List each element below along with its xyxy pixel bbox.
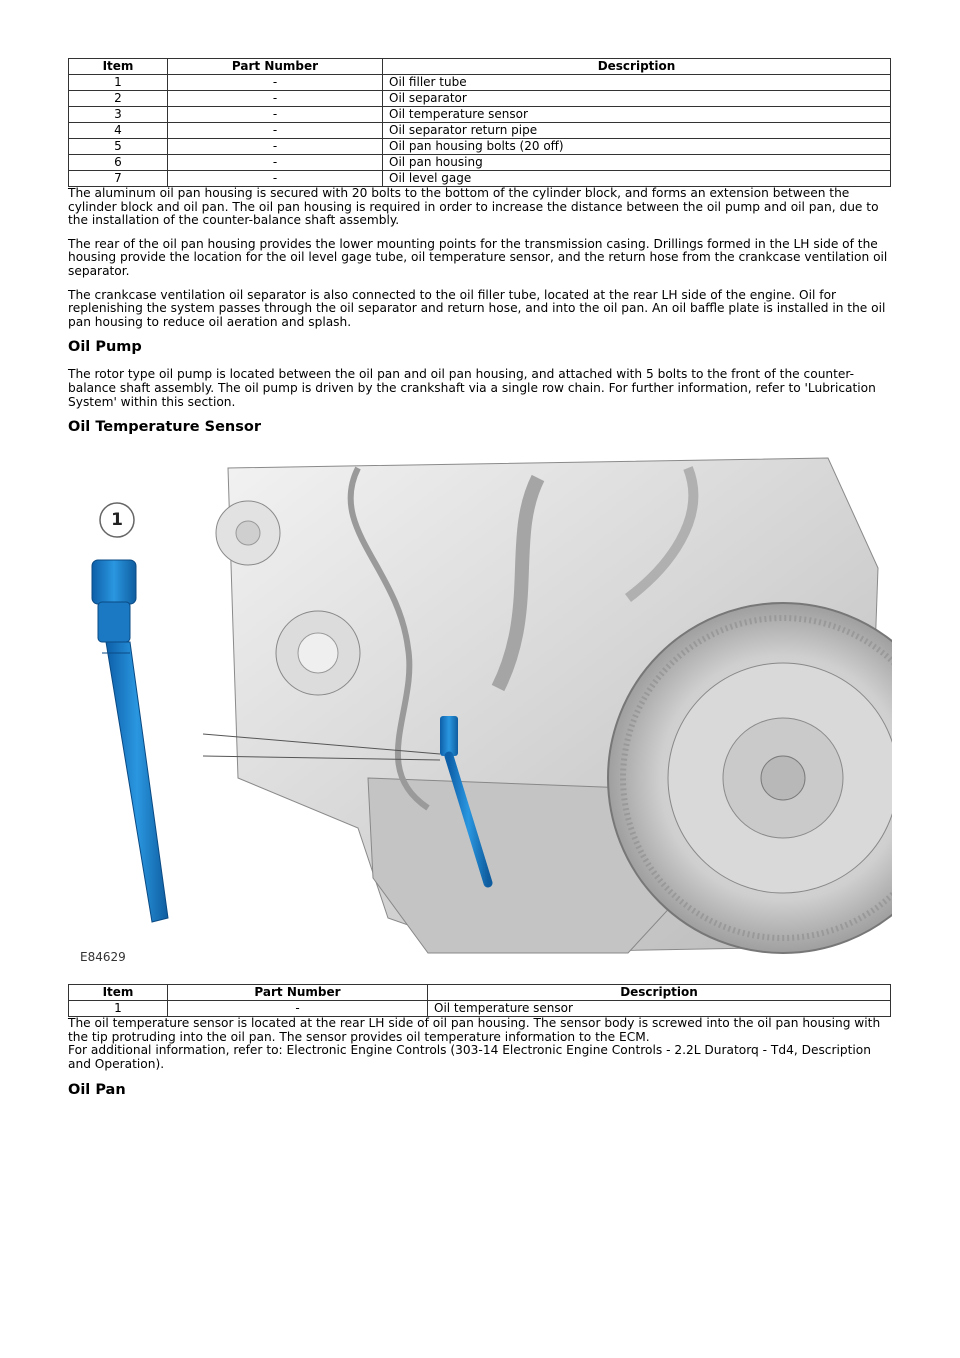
cell-part-number: - bbox=[168, 107, 383, 123]
cell-part-number: - bbox=[168, 123, 383, 139]
page bbox=[68, 58, 892, 1111]
header-item: Item bbox=[69, 985, 168, 1001]
table-header-row bbox=[69, 985, 891, 1001]
table-row bbox=[69, 139, 891, 155]
heading-oil-pan: Oil Pan bbox=[68, 1081, 126, 1098]
paragraph-oil-pan-housing: The aluminum oil pan housing is secured with 20 bolts to the bottom of the cylinder block, and forms an extension between the cylinder block and oil pan. The oil pan housing is required in order to increase the distance between the oil pump and oil pan, due to the installation of the counter-balance shaft assembly. bbox=[68, 186, 879, 228]
engine-illustration-svg bbox=[68, 448, 892, 970]
cell-description: Oil temperature sensor bbox=[383, 107, 891, 123]
header-part-number: Part Number bbox=[168, 985, 428, 1001]
table-row bbox=[69, 1001, 891, 1017]
cell-part-number: - bbox=[168, 91, 383, 107]
cell-description: Oil separator return pipe bbox=[383, 123, 891, 139]
figure-id: E84629 bbox=[80, 950, 126, 965]
oil-filter-cap bbox=[298, 633, 338, 673]
paragraph-oil-temperature-sensor: The oil temperature sensor is located at the rear LH side of oil pan housing. The sensor body is screwed into the oil pan housing with the tip protruding into the oil pan. The sensor provides oil temperature information to the ECM. bbox=[68, 1016, 881, 1044]
table-row bbox=[69, 91, 891, 107]
paragraph-housing-rear: The rear of the oil pan housing provides the lower mounting points for the transmission casing. Drillings formed in the LH side of the housing provide the location for the oil level gage tube, oil temperature sensor, and the return hose from the crankcase ventilation oil separator. bbox=[68, 236, 888, 278]
cell-part-number: - bbox=[168, 1001, 428, 1017]
cell-item: 1 bbox=[69, 75, 168, 91]
cell-description: Oil separator bbox=[383, 91, 891, 107]
parts-table-1 bbox=[68, 58, 891, 187]
paragraph-crankcase-ventilation: The crankcase ventilation oil separator is also connected to the oil filler tube, located at the rear LH side of the engine. Oil for replenishing the system passes through the oil separator and return hose, and into the oil pan. An oil baffle plate is installed in the oil pan housing to reduce oil aeration and splash. bbox=[68, 287, 886, 329]
cell-item: 2 bbox=[69, 91, 168, 107]
engine-illustration bbox=[68, 448, 892, 970]
table-row bbox=[69, 75, 891, 91]
cell-item: 3 bbox=[69, 107, 168, 123]
table-header-row bbox=[69, 59, 891, 75]
installed-sensor bbox=[440, 716, 458, 756]
cell-part-number: - bbox=[168, 139, 383, 155]
paragraph-oil-pump: The rotor type oil pump is located between the oil pan and oil pan housing, and attached with 5 bolts to the front of the counter-balance shaft assembly. The oil pump is driven by the crankshaft via a single row chain. For further information, refer to 'Lubrication System' within this section. bbox=[68, 367, 876, 409]
header-item: Item bbox=[69, 59, 168, 75]
cell-part-number: - bbox=[168, 75, 383, 91]
table-row bbox=[69, 123, 891, 139]
header-description: Description bbox=[383, 59, 891, 75]
cell-description: Oil filler tube bbox=[383, 75, 891, 91]
table-row bbox=[69, 107, 891, 123]
cell-item: 4 bbox=[69, 123, 168, 139]
cell-item: 7 bbox=[69, 171, 168, 187]
cell-description: Oil temperature sensor bbox=[428, 1001, 891, 1017]
callout-number: 1 bbox=[111, 510, 123, 531]
cell-part-number: - bbox=[168, 171, 383, 187]
heading-oil-temperature-sensor: Oil Temperature Sensor bbox=[68, 419, 262, 436]
heading-oil-pump: Oil Pump bbox=[68, 339, 142, 356]
cell-item: 1 bbox=[69, 1001, 168, 1017]
oil-temperature-sensor-detail bbox=[92, 560, 168, 922]
cell-description: Oil pan housing bolts (20 off) bbox=[383, 139, 891, 155]
cell-description: Oil pan housing bbox=[383, 155, 891, 171]
table-row bbox=[69, 155, 891, 171]
table-row bbox=[69, 171, 891, 187]
cell-item: 5 bbox=[69, 139, 168, 155]
header-description: Description bbox=[428, 985, 891, 1001]
cell-part-number: - bbox=[168, 155, 383, 171]
paragraph-additional-information: For additional information, refer to: Electronic Engine Controls (303-14 Electronic Engine Controls - 2.2L Duratorq - Td4, Description and Operation). bbox=[68, 1043, 871, 1071]
parts-table-2 bbox=[68, 984, 891, 1017]
cell-item: 6 bbox=[69, 155, 168, 171]
cell-description: Oil level gage bbox=[383, 171, 891, 187]
header-part-number: Part Number bbox=[168, 59, 383, 75]
